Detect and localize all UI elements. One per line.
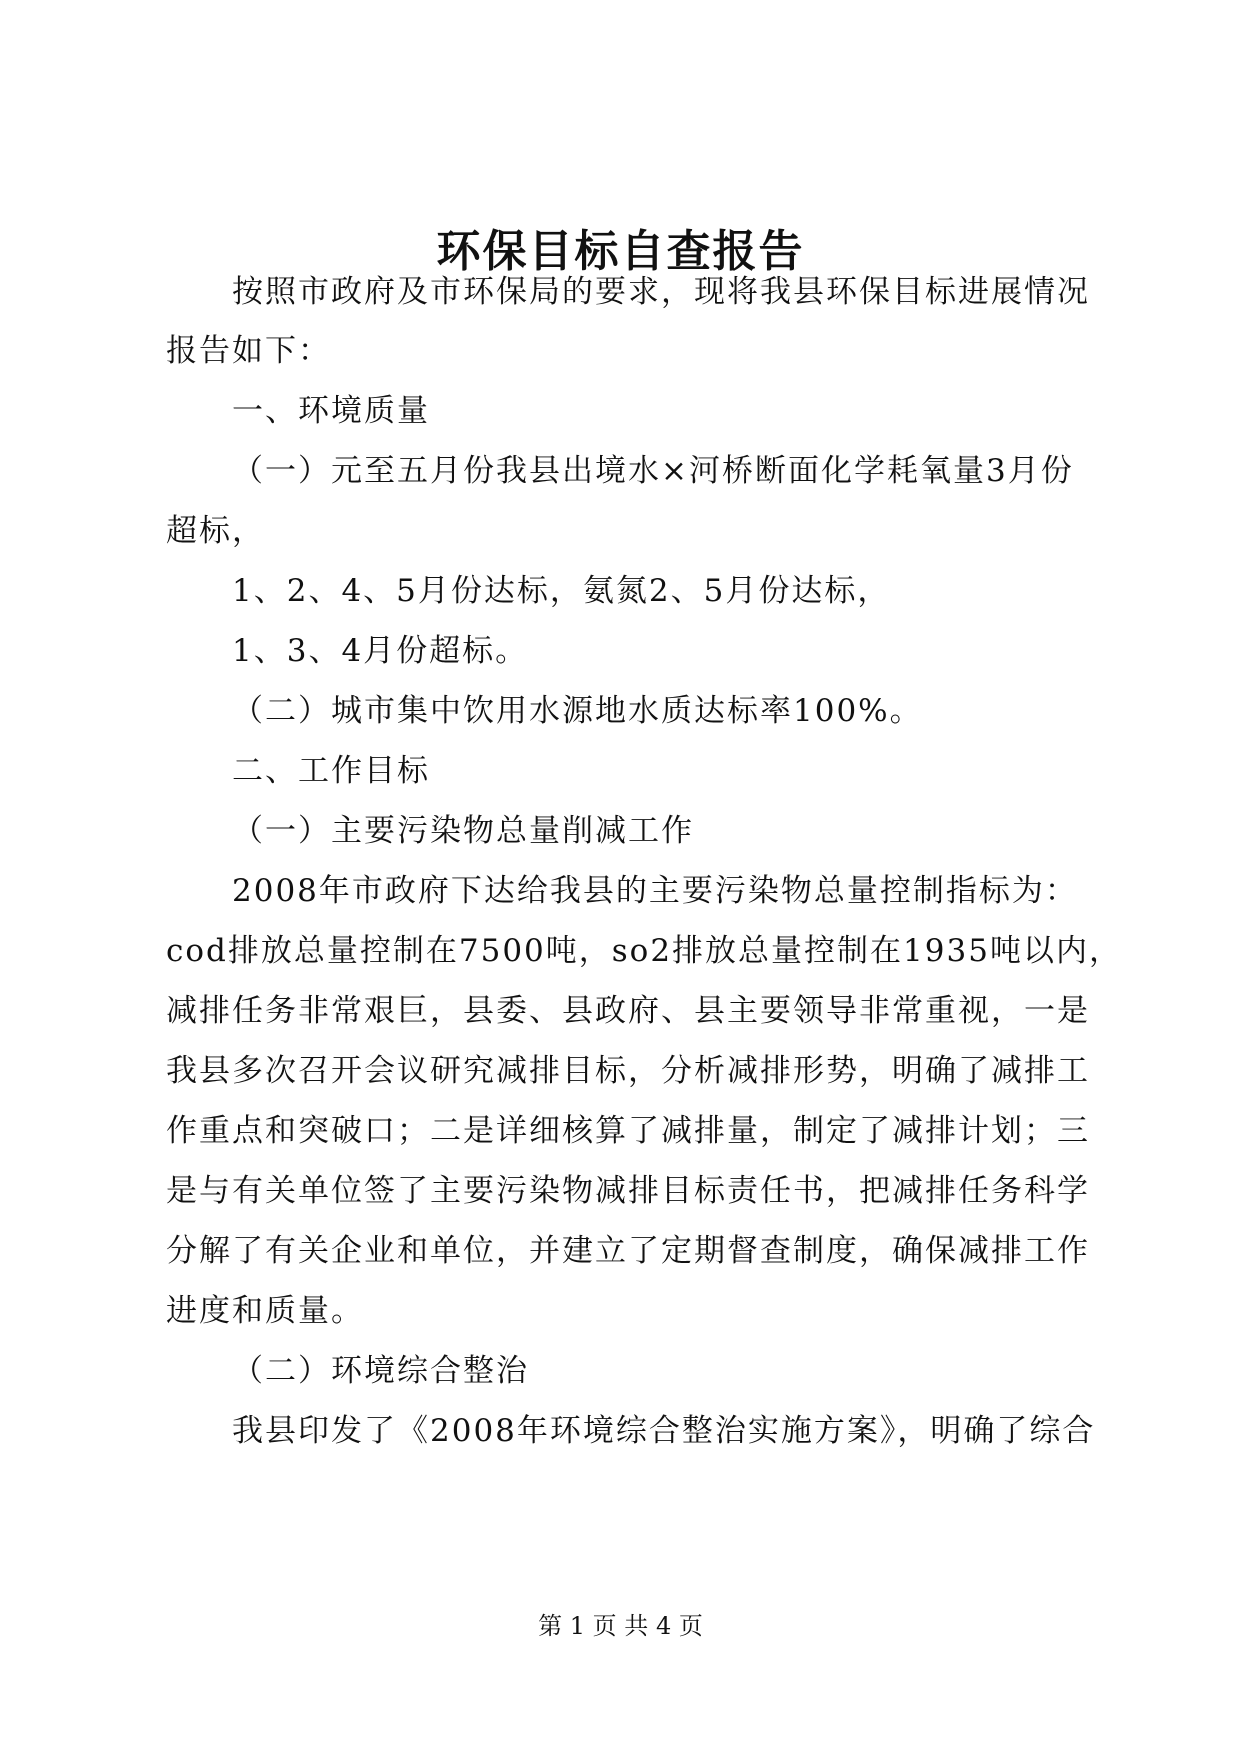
paragraph-line: 是与有关单位签了主要污染物减排目标责任书，把减排任务科学 (166, 1173, 1090, 1209)
paragraph-line: 减排任务非常艰巨，县委、县政府、县主要领导非常重视，一是 (166, 993, 1090, 1029)
paragraph-line: 分解了有关企业和单位，并建立了定期督查制度，确保减排工作 (166, 1233, 1090, 1269)
paragraph-line: 我县多次召开会议研究减排目标，分析减排形势，明确了减排工 (166, 1053, 1090, 1089)
paragraph-line: 进度和质量。 (166, 1293, 364, 1329)
paragraph-line: 1、2、4、5月份达标，氨氮2、5月份达标， (232, 573, 891, 609)
paragraph-line: 按照市政府及市环保局的要求，现将我县环保目标进展情况 (232, 274, 1090, 310)
paragraph-line: 报告如下： (166, 333, 331, 369)
paragraph-line: 1、3、4月份超标。 (232, 633, 529, 669)
subsection-heading: （二）环境综合整治 (232, 1353, 529, 1389)
paragraph-line: 超标， (166, 513, 265, 549)
paragraph-line: （一）元至五月份我县出境水×河桥断面化学耗氧量3月份 (232, 453, 1074, 489)
section-heading: 一、环境质量 (232, 393, 430, 429)
paragraph-line: 作重点和突破口；二是详细核算了减排量，制定了减排计划；三 (166, 1113, 1090, 1149)
paragraph-line: 我县印发了《2008年环境综合整治实施方案》，明确了综合 (232, 1413, 1096, 1449)
page-number-footer: 第 1 页 共 4 页 (538, 1612, 703, 1640)
paragraph-line: 2008年市政府下达给我县的主要污染物总量控制指标为： (232, 873, 1078, 909)
paragraph-line: （二）城市集中饮用水源地水质达标率100%。 (232, 693, 923, 729)
document-title: 环保目标自查报告 (436, 226, 805, 277)
section-heading: 二、工作目标 (232, 753, 430, 789)
paragraph-line: cod排放总量控制在7500吨，so2排放总量控制在1935吨以内， (166, 933, 1122, 969)
subsection-heading: （一）主要污染物总量削减工作 (232, 813, 694, 849)
